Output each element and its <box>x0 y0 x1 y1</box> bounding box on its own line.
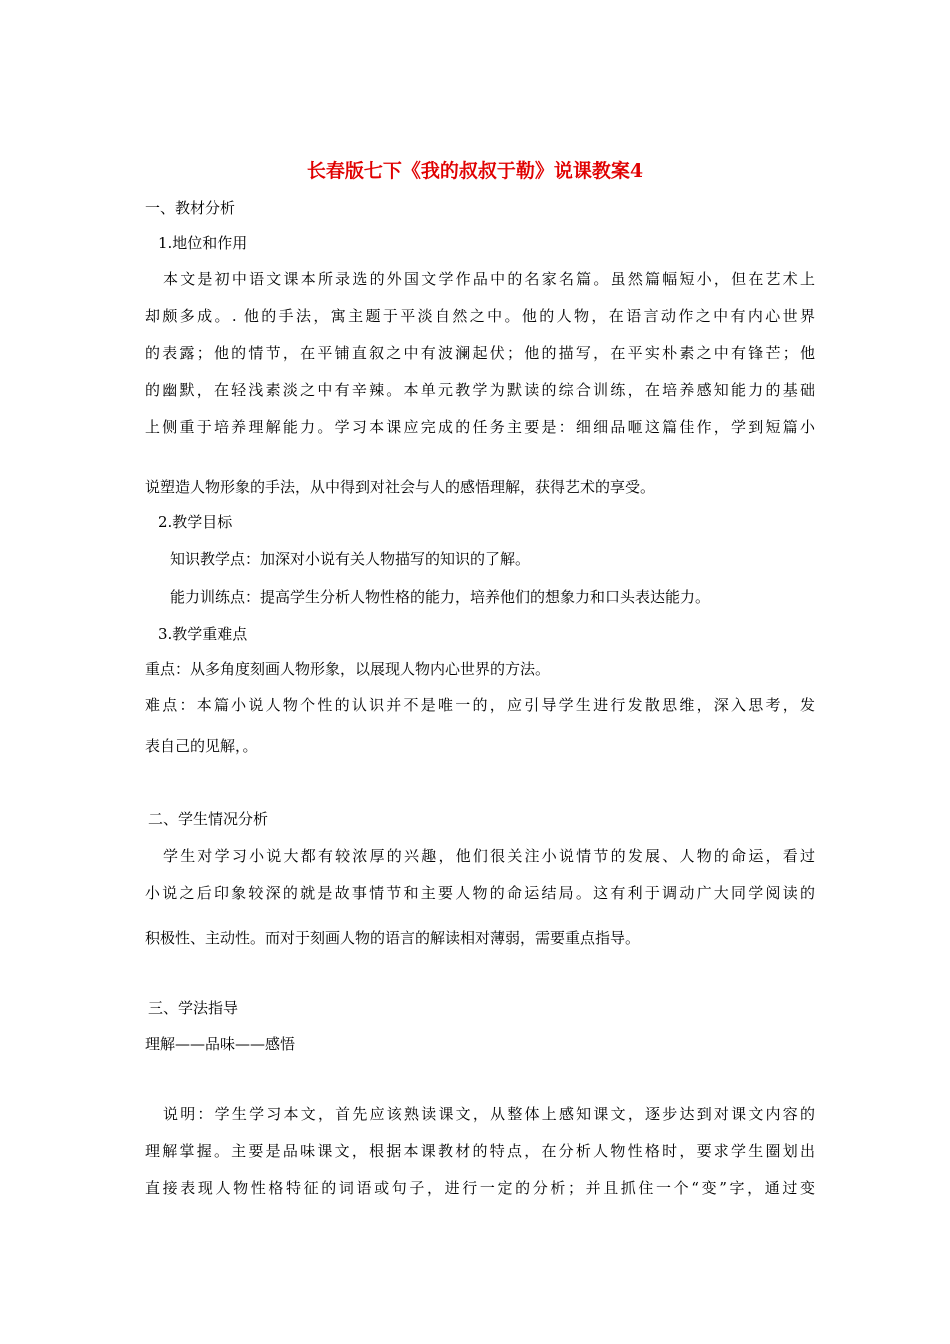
paragraph-line: 的幽默，在轻浅素淡之中有辛辣。本单元教学为默读的综合训练，在培养感知能力的基础 <box>145 381 815 399</box>
paragraph-line: 的表露；他的情节，在平铺直叙之中有波澜起伏；他的描写，在平实朴素之中有锋芒；他 <box>145 344 815 362</box>
document-title: 长春版七下《我的叔叔于勒》说课教案4 <box>306 160 644 182</box>
paragraph-line: 学生对学习小说大都有较浓厚的兴趣，他们很关注小说情节的发展、人物的命运，看过 <box>163 847 815 865</box>
section-heading-materials: 一、教材分析 <box>145 199 236 217</box>
paragraph-line: 直接表现人物性格特征的词语或句子，进行一定的分析；并且抓住一个“变”字，通过变 <box>145 1179 815 1197</box>
paragraph-line: 本文是初中语文课本所录选的外国文学作品中的名家名篇。虽然篇幅短小，但在艺术上 <box>163 270 815 288</box>
goal-knowledge: 知识教学点：加深对小说有关人物描写的知识的了解。 <box>170 550 531 568</box>
paragraph-line: 积极性、主动性。而对于刻画人物的语言的解读相对薄弱，需要重点指导。 <box>145 929 641 947</box>
paragraph-line: 上侧重于培养理解能力。学习本课应完成的任务主要是：细细品咂这篇佳作，学到短篇小 <box>145 418 815 436</box>
difficult-point-line: 表自己的见解，。 <box>145 737 258 755</box>
difficult-point-line: 难点：本篇小说人物个性的认识并不是唯一的，应引导学生进行发散思维，深入思考，发 <box>145 696 815 714</box>
paragraph-line: 小说之后印象较深的就是故事情节和主要人物的命运结局。这有利于调动广大同学阅读的 <box>145 884 815 902</box>
section-heading-students: 二、学生情况分析 <box>148 810 269 828</box>
paragraph-line: 理解掌握。主要是品味课文，根据本课教材的特点，在分析人物性格时，要求学生圈划出 <box>145 1142 815 1160</box>
subheading-key-difficult: 3.教学重难点 <box>158 625 248 643</box>
key-point: 重点：从多角度刻画人物形象，以展现人物内心世界的方法。 <box>145 660 551 678</box>
method-flow: 理解——品味——感悟 <box>145 1035 296 1053</box>
subheading-teaching-goals: 2.教学目标 <box>158 513 233 531</box>
paragraph-line: 说塑造人物形象的手法，从中得到对社会与人的感悟理解，获得艺术的享受。 <box>145 478 656 496</box>
subheading-position-role: 1.地位和作用 <box>158 234 248 252</box>
goal-ability: 能力训练点：提高学生分析人物性格的能力，培养他们的想象力和口头表达能力。 <box>170 588 711 606</box>
section-heading-method: 三、学法指导 <box>148 999 239 1017</box>
paragraph-line: 说明：学生学习本文，首先应该熟读课文，从整体上感知课文，逐步达到对课文内容的 <box>163 1105 815 1123</box>
paragraph-line: 却颇多成。. 他的手法，寓主题于平淡自然之中。他的人物，在语言动作之中有内心世界 <box>145 307 815 325</box>
